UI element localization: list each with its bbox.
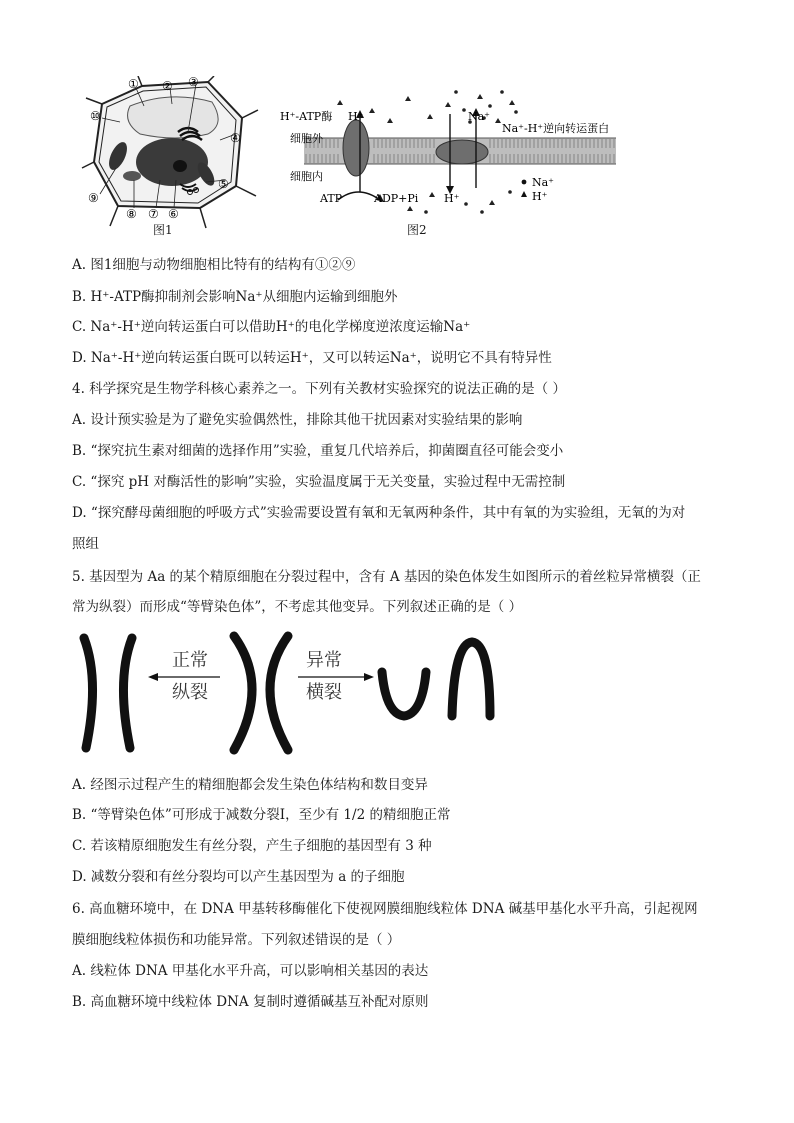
label-normal: 正常 (172, 650, 208, 671)
marker-3: ③ (188, 76, 199, 89)
q3-option-b: B. H⁺-ATP酶抑制剂会影响Na⁺从细胞内运输到细胞外 (72, 289, 398, 305)
marker-6: ⑥ (168, 207, 179, 221)
q5-option-d: D. 减数分裂和有丝分裂均可以产生基因型为 a 的子细胞 (72, 869, 405, 885)
label-longitudinal: 纵裂 (172, 682, 208, 703)
q4-option-c: C. “探究 pH 对酶活性的影响”实验，实验温度属于无关变量，实验过程中无需控制 (72, 474, 566, 490)
figure2-caption: 图2 (407, 223, 427, 237)
extracellular-ions (337, 90, 518, 124)
marker-2: ② (162, 79, 173, 93)
marker-10: ⑩ (90, 109, 101, 123)
label-abnormal: 异常 (306, 650, 342, 671)
q6-option-b: B. 高血糖环境中线粒体 DNA 复制时遵循碱基互补配对原则 (72, 994, 429, 1010)
marker-1: ① (128, 77, 139, 91)
figure2-membrane-diagram (280, 88, 620, 216)
antiporter-label: Na⁺-H⁺逆向转运蛋白 (502, 122, 610, 135)
q4-option-d-continued: 照组 (72, 536, 99, 552)
q6-option-a: A. 线粒体 DNA 甲基化水平升高，可以影响相关基因的表达 (72, 963, 429, 979)
marker-7: ⑦ (148, 207, 159, 221)
q5-stem-line2: 常为纵裂）而形成“等臂染色体”，不考虑其他变异。下列叙述正确的是（ ） (72, 599, 523, 615)
q6-stem-line1: 6. 高血糖环境中，在 DNA 甲基转移酶催化下使视网膜细胞线粒体 DNA 碱基甲基化水平升高，引起视网 (72, 901, 698, 917)
q3-option-d: D. Na⁺-H⁺逆向转运蛋白既可以转运H⁺，又可以转运Na⁺，说明它不具有特异性 (72, 350, 552, 366)
q3-option-a: A. 图1细胞与动物细胞相比特有的结构有①②⑨ (72, 257, 356, 273)
q5-option-b: B. “等臂染色体”可形成于减数分裂Ⅰ，至少有 1/2 的精细胞正常 (72, 807, 451, 823)
figure1-cell-diagram (80, 76, 260, 236)
marker-9: ⑨ (88, 191, 99, 205)
figure1-caption: 图1 (153, 223, 173, 237)
q4-stem: 4. 科学探究是生物学科核心素养之一。下列有关教材实验探究的说法正确的是（ ） (72, 381, 566, 397)
q3-option-c: C. Na⁺-H⁺逆向转运蛋白可以借助H⁺的电化学梯度逆浓度运输Na⁺ (72, 319, 471, 335)
label-transverse: 横裂 (306, 682, 342, 703)
atp-label: ATP (320, 192, 343, 205)
marker-8: ⑧ (126, 207, 137, 221)
q5-option-c: C. 若该精原细胞发生有丝分裂，产生子细胞的基因型有 3 种 (72, 838, 432, 854)
adp-label: ADP+Pi (374, 192, 419, 205)
q4-option-a: A. 设计预实验是为了避免实验偶然性，排除其他干扰因素对实验结果的影响 (72, 412, 523, 428)
marker-5: ⑤ (218, 177, 229, 191)
legend-h: H⁺ (532, 190, 548, 203)
q4-option-b: B. “探究抗生素对细菌的选择作用”实验，重复几代培养后，抑菌圈直径可能会变小 (72, 443, 564, 459)
marker-4: ④ (230, 131, 241, 145)
na-plus-top-label: Na⁺ (468, 110, 490, 123)
chromosome-division-figure (70, 630, 500, 756)
legend-na: Na⁺ (532, 176, 554, 189)
q5-stem-line1: 5. 基因型为 Aa 的某个精原细胞在分裂过程中，含有 A 基因的染色体发生如图所示的着丝粒异常横裂（正 (72, 569, 701, 585)
intracellular-label: 细胞内 (290, 170, 323, 183)
h-plus-bottom-label: H⁺ (444, 192, 460, 205)
q4-option-d: D. “探究酵母菌细胞的呼吸方式”实验需要设置有氧和无氧两种条件，其中有氧的为实验组，无氧的为对 (72, 505, 686, 521)
q6-stem-line2: 膜细胞线粒体损伤和功能异常。下列叙述错误的是（ ） (72, 932, 401, 948)
h-plus-top-label: H⁺ (348, 110, 364, 123)
extracellular-label: 细胞外 (290, 132, 323, 145)
atpase-label: H⁺-ATP酶 (280, 110, 333, 123)
q5-option-a: A. 经图示过程产生的精细胞都会发生染色体结构和数目变异 (72, 777, 428, 793)
